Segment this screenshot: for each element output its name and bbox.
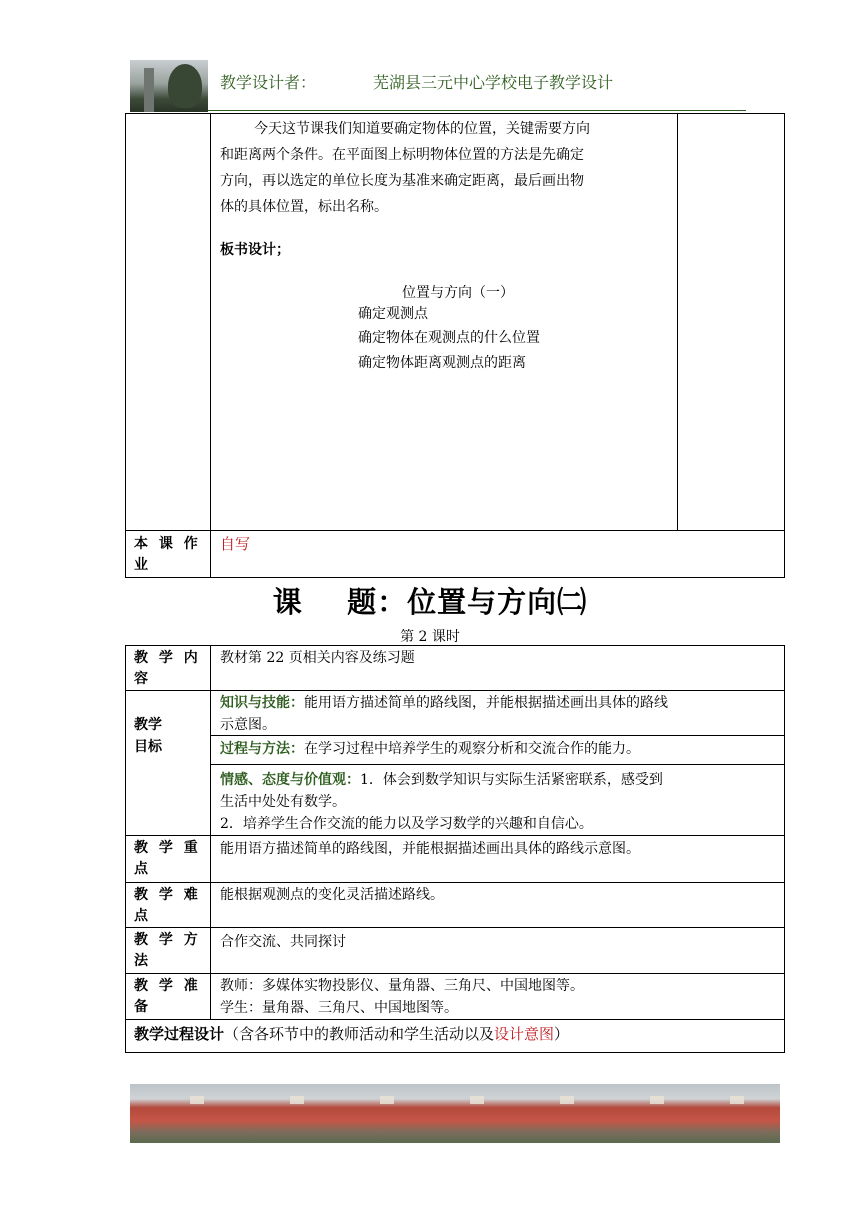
goal-knowledge-cont: 示意图。 xyxy=(220,717,276,733)
footer-school-photo xyxy=(130,1084,780,1143)
preparation-teacher: 教师：多媒体实物投影仪、量角器、三角尺、中国地图等。 xyxy=(220,978,584,994)
board-line-1: 确定观测点 xyxy=(358,306,428,322)
lesson-period: 第 2 课时 xyxy=(400,629,460,645)
goal-knowledge-key: 知识与技能： xyxy=(220,695,304,711)
preparation-student: 学生：量角器、三角尺、中国地图等。 xyxy=(220,1000,458,1016)
header-rule xyxy=(208,110,746,111)
goal-attitude xyxy=(220,768,663,792)
goal-sub-divider xyxy=(210,735,785,736)
school-title: 芜湖县三元中心学校电子教学设计 xyxy=(373,73,614,92)
board-design-label: 板书设计； xyxy=(220,242,290,258)
process-design-intent: 设计意图 xyxy=(494,1025,555,1043)
window-shape xyxy=(470,1096,484,1104)
goal-label-1: 教学 xyxy=(134,717,162,733)
difficulty-label: 教 学 难 点 xyxy=(134,887,201,924)
board-line-2: 确定物体在观测点的什么位置 xyxy=(358,330,540,346)
tower-shape xyxy=(144,68,154,112)
board-line-3: 确定物体距离观测点的距离 xyxy=(358,355,526,371)
content-value: 教材第 22 页相关内容及练习题 xyxy=(220,650,415,666)
process-label: 教学过程设计 xyxy=(134,1025,225,1043)
window-shape xyxy=(380,1096,394,1104)
window-shape xyxy=(290,1096,304,1104)
process-row xyxy=(134,1022,569,1046)
lesson-title: 课 题：位置与方向㈡ xyxy=(272,585,588,619)
designer-label: 教学设计者： xyxy=(220,73,317,92)
difficulty-value: 能根据观测点的变化灵活描述路线。 xyxy=(220,887,444,903)
window-shape xyxy=(650,1096,664,1104)
board-title: 位置与方向（一） xyxy=(402,285,514,301)
window-shape xyxy=(190,1096,204,1104)
key-point-label: 教 学 重 点 xyxy=(134,840,201,877)
goal-attitude-text: 1．体会到数学知识与实际生活紧密联系，感受到 xyxy=(360,772,663,788)
method-label: 教 学 方 法 xyxy=(134,932,201,969)
para-line-4: 体的具体位置，标出名称。 xyxy=(220,199,388,215)
goal-process-key: 过程与方法： xyxy=(220,741,304,757)
row-divider xyxy=(125,927,785,928)
goal-attitude-item2: 2．培养学生合作交流的能力以及学习数学的兴趣和自信心。 xyxy=(220,816,593,832)
content-label: 教 学 内 容 xyxy=(134,650,201,687)
goal-process-text: 在学习过程中培养学生的观察分析和交流合作的能力。 xyxy=(304,741,640,757)
goal-knowledge xyxy=(220,691,668,715)
process-note: （含各环节中的教师活动和学生活动以及 xyxy=(224,1025,495,1043)
lesson-col-divider xyxy=(210,645,211,1019)
goal-attitude-key: 情感、态度与价值观： xyxy=(220,772,360,788)
upper-row-divider xyxy=(125,530,785,531)
goal-knowledge-text: 能用语方描述简单的路线图，并能根据描述画出具体的路线 xyxy=(304,695,668,711)
key-point-value: 能用语方描述简单的路线图，并能根据描述画出具体的路线示意图。 xyxy=(220,841,640,857)
goal-sub-divider xyxy=(210,764,785,765)
process-close: ） xyxy=(554,1025,570,1043)
preparation-label: 教 学 准 备 xyxy=(134,978,201,1015)
para-line-2: 和距离两个条件。在平面图上标明物体位置的方法是先确定 xyxy=(220,147,584,163)
window-shape xyxy=(730,1096,744,1104)
method-value: 合作交流、共同探讨 xyxy=(220,934,346,950)
homework-value: 自写 xyxy=(220,535,251,553)
tree-shape xyxy=(168,64,202,108)
goal-process xyxy=(220,737,640,761)
goal-attitude-cont: 生活中处处有数学。 xyxy=(220,794,346,810)
upper-right-col-divider xyxy=(677,113,678,531)
para-line-1: 今天这节课我们知道要确定物体的位置，关键需要方向 xyxy=(254,121,590,137)
goal-label-2: 目标 xyxy=(134,739,162,755)
header-photo xyxy=(130,60,208,112)
window-shape xyxy=(560,1096,574,1104)
upper-col-divider xyxy=(210,113,211,578)
homework-label: 本 课 作 业 xyxy=(134,536,201,573)
para-line-3: 方向，再以选定的单位长度为基准来确定距离，最后画出物 xyxy=(220,173,584,189)
